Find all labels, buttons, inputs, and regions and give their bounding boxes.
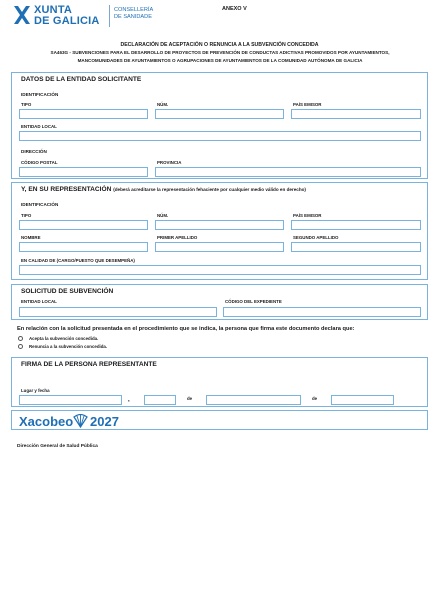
- calidad-label: EN CALIDAD DE (CARGO/PUESTO QUE DESEMPEÑA): [21, 258, 135, 263]
- subtitle-line2: MANCOMUNIDADES DE AYUNTAMIENTOS O AGRUPACIONES DE AYUNTAMIENTOS DE LA COMUNIDAD AUTÓNOMA DE GALICIA: [77, 57, 363, 63]
- section-firma: [11, 357, 428, 407]
- tipo-field[interactable]: [19, 109, 148, 119]
- xacobeo-wordmark: Xacobeo: [19, 414, 74, 429]
- num-field[interactable]: [155, 109, 284, 119]
- xunta-logo: [12, 4, 162, 30]
- conselleria-line1: CONSELLERÍA: [114, 7, 154, 13]
- representacion-title: Y, EN SU REPRESENTACIÓN: [21, 186, 112, 193]
- entidad-local-field[interactable]: [19, 131, 421, 141]
- identificacion-heading: IDENTIFICACIÓN: [21, 202, 59, 207]
- annex-label: ANEXO V: [222, 6, 247, 12]
- section-title: [21, 186, 306, 193]
- logo-divider: [109, 5, 110, 27]
- num-label: NÚM.: [157, 102, 169, 107]
- de-label-2: de: [312, 396, 318, 401]
- tipo-label: TIPO: [21, 102, 32, 107]
- provincia-field[interactable]: [155, 167, 421, 177]
- tipo-label: TIPO: [21, 213, 32, 218]
- rep-tipo-field[interactable]: [19, 220, 148, 230]
- codigo-expediente-field[interactable]: [223, 307, 421, 317]
- section-title: SOLICITUD DE SUBVENCIÓN: [21, 288, 114, 295]
- primer-apellido-field[interactable]: [155, 242, 284, 252]
- document-subtitle: [20, 49, 420, 64]
- entidad-local-label: ENTIDAD LOCAL: [21, 124, 57, 129]
- nombre-label: NOMBRE: [21, 235, 41, 240]
- provincia-label: PROVINCIA: [157, 160, 182, 165]
- mes-field[interactable]: [206, 395, 301, 405]
- codigo-postal-label: CÓDIGO POSTAL: [21, 160, 58, 165]
- primer-apellido-label: PRIMER APELLIDO: [157, 235, 198, 240]
- representacion-note: (deberá acreditarse la representación fehaciente por cualquier medio válido en derecho): [113, 187, 306, 192]
- lugar-field[interactable]: [19, 395, 122, 405]
- calidad-field[interactable]: [19, 265, 421, 275]
- acepta-radio[interactable]: [18, 336, 23, 341]
- rep-num-field[interactable]: [155, 220, 284, 230]
- nombre-field[interactable]: [19, 242, 148, 252]
- scallop-shell-icon: [73, 414, 88, 428]
- acepta-label: Acepta la subvención concedida.: [29, 336, 99, 341]
- renuncia-radio[interactable]: [18, 344, 23, 349]
- identificacion-heading: IDENTIFICACIÓN: [21, 92, 59, 97]
- section-entidad-solicitante: [11, 72, 428, 179]
- entidad-local-label: ENTIDAD LOCAL: [21, 299, 57, 304]
- pais-emisor-label: PAÍS EMISOR: [293, 213, 322, 218]
- direccion-heading: DIRECCIÓN: [21, 149, 47, 154]
- document-title: DECLARACIÓN DE ACEPTACIÓN O RENUNCIA A LA SUBVENCIÓN CONCEDIDA: [120, 42, 319, 48]
- department-name: Dirección General de Salud Pública: [17, 444, 98, 449]
- segundo-apellido-field[interactable]: [291, 242, 421, 252]
- section-title: DATOS DE LA ENTIDAD SOLICITANTE: [21, 76, 142, 83]
- subtitle-line1: SA463G - SUBVENCIONES PARA EL DESARROLLO DE PROYECTOS DE PREVENCIÓN DE CONDUCTAS ADICTIVAS PROMOVIDOS POR AYUNTAMIENTOS,: [50, 50, 390, 55]
- solicitud-entidad-field[interactable]: [19, 307, 217, 317]
- section-solicitud-subvencion: [11, 284, 428, 320]
- segundo-apellido-label: SEGUNDO APELLIDO: [293, 235, 339, 240]
- codigo-expediente-label: CÓDIGO DEL EXPEDIENTE: [225, 299, 282, 304]
- rep-pais-emisor-field[interactable]: [291, 220, 421, 230]
- conselleria-name: [114, 7, 153, 21]
- renuncia-label: Renuncia a la subvención concedida.: [29, 344, 108, 349]
- codigo-postal-field[interactable]: [19, 167, 148, 177]
- pais-emisor-field[interactable]: [291, 109, 421, 119]
- declaration-text: En relación con la solicitud presentada en el procedimiento que se indica, la persona que firma este documento declara que:: [17, 326, 355, 332]
- dia-field[interactable]: [144, 395, 176, 405]
- section-title: FIRMA DE LA PERSONA REPRESENTANTE: [21, 361, 157, 368]
- xunta-emblem-icon: [12, 4, 32, 26]
- pais-emisor-label: PAÍS EMISOR: [293, 102, 322, 107]
- xunta-line1: XUNTA: [34, 4, 73, 16]
- num-label: NÚM.: [157, 213, 169, 218]
- lugar-fecha-label: Lugar y fecha: [21, 388, 50, 393]
- comma-separator: ,: [128, 397, 130, 403]
- xacobeo-year: 2027: [90, 414, 119, 429]
- xunta-line2: DE GALICIA: [34, 15, 100, 27]
- section-representacion: [11, 182, 428, 280]
- conselleria-line2: DE SANIDADE: [114, 14, 152, 20]
- anio-field[interactable]: [331, 395, 394, 405]
- xunta-wordmark: [34, 5, 100, 27]
- de-label-1: de: [187, 396, 193, 401]
